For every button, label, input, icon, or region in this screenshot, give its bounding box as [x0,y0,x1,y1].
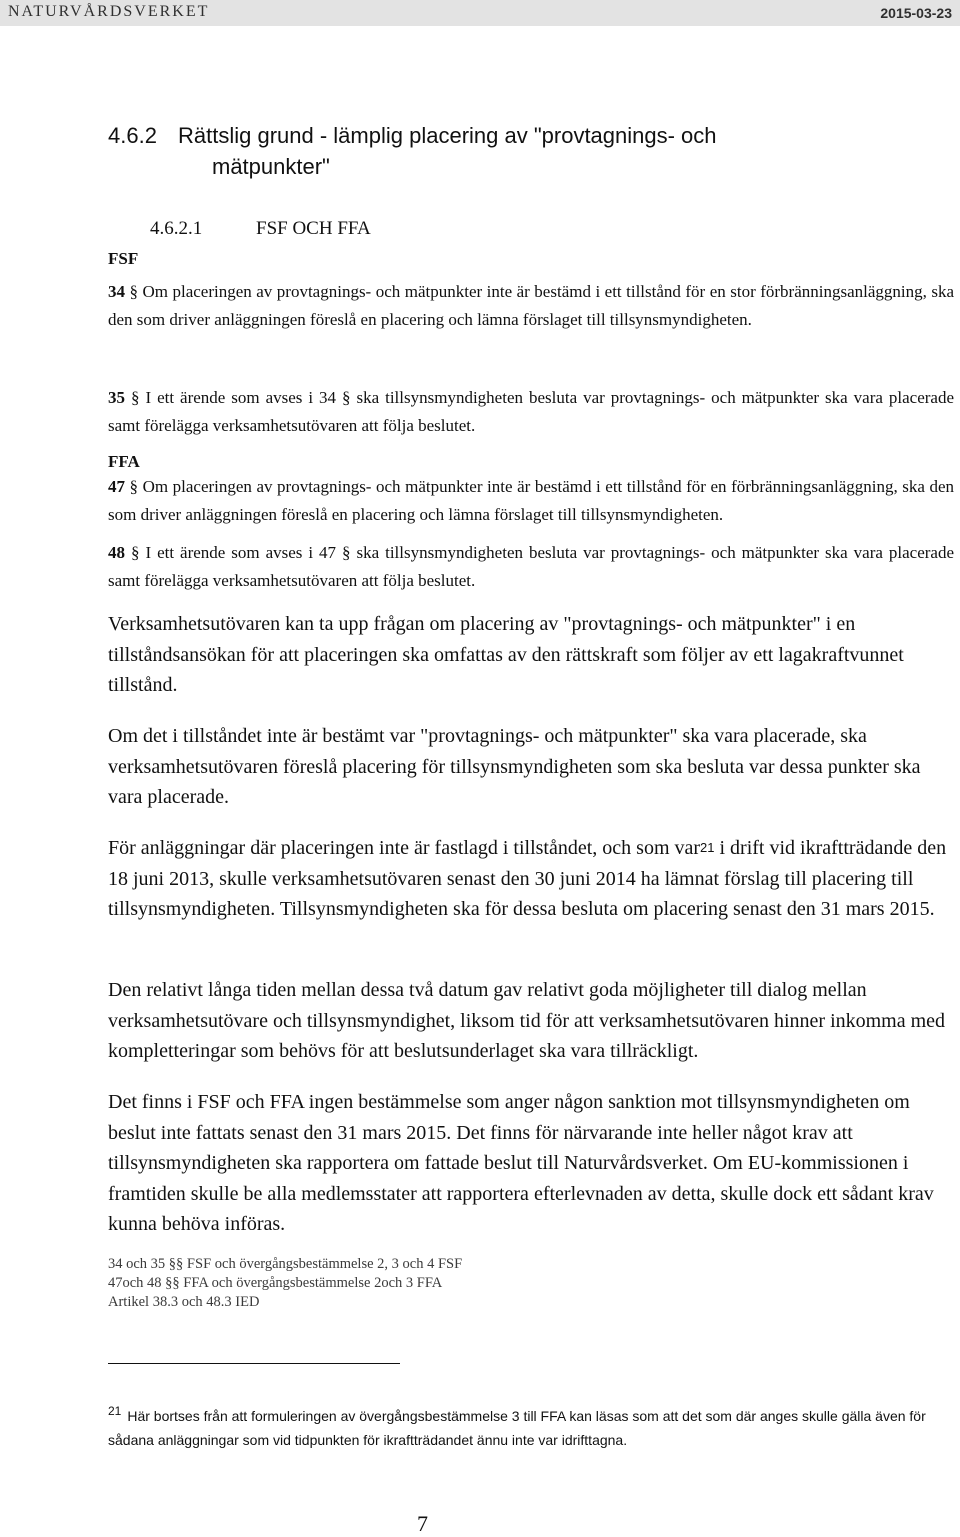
paragraph-number: 47 [108,477,125,496]
body-paragraph-3-end: i drift vid ikraftträdande den 18 juni 2013, skulle verksamhetsutövaren senast den 30 juni 2014 ha lämnat förslag till placering till tillsynsmyndigheten. Tillsynsmyndigheten ska för dessa besluta om placering senast den 31 mars 2015. [108,837,947,920]
source-notes [108,1255,462,1312]
page-header [0,0,960,26]
paragraph-text: I ett ärende som avses i 34 § ska tillsynsmyndigheten besluta var provtagnings- och mätpunkter ska vara placerade samt förelägga verksamhetsutövaren att följa beslutet. [108,388,954,435]
section-sign-icon: § [129,282,138,301]
paragraph-text: Om placeringen av provtagnings- och mätpunkter inte är bestämd i ett tillstånd för en förbränningsanläggning, ska den som driver anläggningen föreslå en placering och lämna förslaget till tillsynsmyndigheten. [108,477,955,524]
paragraph-number: 34 [108,282,125,301]
body-paragraph-5: Det finns i FSF och FFA ingen bestämmelse som anger någon sanktion mot tillsynsmyndigheten om beslut inte fattats senast den 31 mars 2015. Det finns för närvarande inte heller något krav att tillsynsmyndigheten ska rapportera om fattade beslut till Naturvårdsverket. Om EU-kommissionen i framtiden skulle be alla medlemsstater att rapportera efterlevnaden av detta, skulle dock ett sådant krav kunna behöva införas. [108,1091,934,1235]
section-sign-icon: § [130,543,140,562]
fsf-label: FSF [108,249,139,268]
ffa-paragraph-48 [108,539,954,595]
footnote-reference: 21 [700,840,715,855]
ffa-paragraph-47 [108,473,954,529]
source-note: Artikel 38.3 och 48.3 IED [108,1294,260,1310]
page-number: 7 [417,1511,428,1536]
section-title-line1: Rättslig grund - lämplig placering av "provtagnings- och [178,123,717,148]
section-sign-icon: § [129,477,139,496]
source-note: 47och 48 §§ FFA och övergångsbestämmelse 2och 3 FFA [108,1275,443,1291]
footnote [108,1405,956,1452]
paragraph-number: 35 [108,388,125,407]
footnote-number: 21 [108,1404,122,1418]
paragraph-text: I ett ärende som avses i 47 § ska tillsynsmyndigheten besluta var provtagnings- och mätpunkter ska vara placerade samt förelägga verksamhetsutövaren att följa beslutet. [108,543,954,590]
paragraph-number: 48 [108,543,125,562]
body-paragraph-1: Verksamhetsutövaren kan ta upp frågan om placering av "provtagnings- och mätpunkter" i en tillståndsansökan för att placeringen ska omfattas av den rättskraft som följer av ett lagakraftvunnet tillstånd. [108,613,904,696]
fsf-paragraph-35 [108,384,954,440]
ffa-label: FFA [108,452,140,471]
section-number: 4.6.2 [108,123,157,148]
header-org: NATURVÅRDSVERKET [8,3,210,20]
footnote-text: Här bortses från att formuleringen av övergångsbestämmelse 3 till FFA kan läsas som att det som där anges skulle gälla även för sådana anläggningar som vid tidpunkten för ikraftträdandet ännu inte var idrifttagna. [108,1408,926,1448]
subsection-heading [150,218,371,240]
subsection-title: FSF OCH FFA [256,218,371,239]
body-paragraph-3-start: För anläggningar där placeringen inte är fastlagd i tillståndet, och som var [108,837,701,859]
footnote-separator [108,1363,400,1364]
section-title-line2: mätpunkter" [212,154,330,179]
paragraph-text: Om placeringen av provtagnings- och mätpunkter inte är bestämd i ett tillstånd för en stor förbränningsanläggning, ska den som driver anläggningen föreslå en placering och lämna förslaget till tillsynsmyndigheten. [108,282,955,329]
body-paragraph-3 [108,833,954,925]
section-sign-icon: § [130,388,140,407]
body-paragraph-2: Om det i tillståndet inte är bestämt var "provtagnings- och mätpunkter" ska vara placerade, ska verksamhetsutövaren föreslå placering för tillsynsmyndigheten som ska besluta var dessa punkter ska vara placerade. [108,725,921,808]
section-heading [108,120,828,182]
body-paragraph-4: Den relativt långa tiden mellan dessa två datum gav relativt goda möjligheter till dialog mellan verksamhetsutövare och tillsynsmyndighet, liksom tid för att verksamhetsutövaren hinner inkomma med kompletteringar som behövs för att beslutsunderlaget ska vara tillräckligt. [108,979,946,1062]
header-date: 2015-03-23 [880,5,952,21]
fsf-paragraph-34 [108,278,954,334]
source-note: 34 och 35 §§ FSF och övergångsbestämmelse 2, 3 och 4 FSF [108,1256,463,1272]
subsection-number: 4.6.2.1 [150,218,203,239]
